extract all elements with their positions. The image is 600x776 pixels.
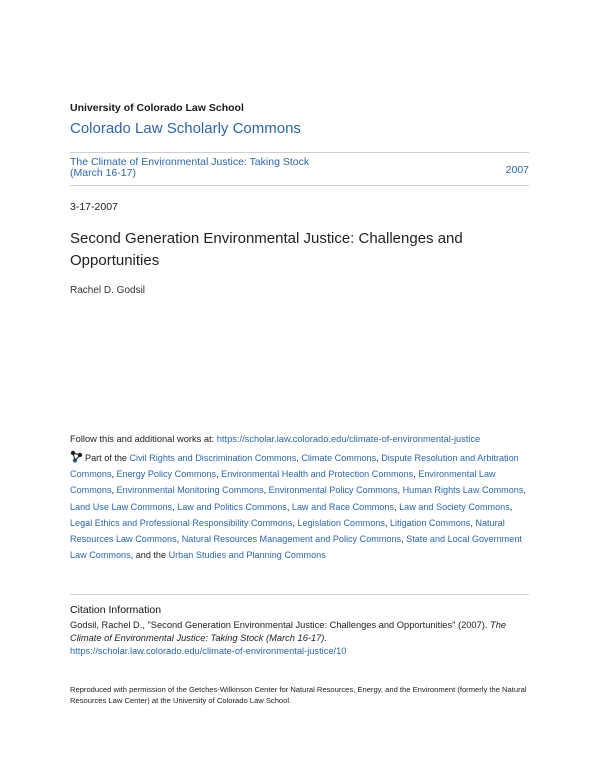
commons-link[interactable]: Natural Resources Law Commons — [70, 517, 505, 545]
commons-separator: , — [292, 517, 298, 528]
commons-link[interactable]: Environmental Health and Protection Commons — [221, 469, 414, 480]
part-of-prefix: Part of the — [85, 453, 130, 463]
commons-link[interactable]: Human Rights Law Commons — [402, 485, 524, 496]
citation-text: Godsil, Rachel D., "Second Generation Environmental Justice: Challenges and Opportunities" (2007). — [70, 620, 491, 630]
commons-link[interactable]: Energy Policy Commons — [116, 469, 217, 480]
repository-link[interactable]: Colorado Law Scholarly Commons — [70, 120, 301, 137]
commons-link[interactable]: Natural Resources Management and Policy Commons — [181, 534, 402, 545]
commons-separator: , — [394, 501, 400, 512]
commons-link[interactable]: Civil Rights and Discrimination Commons — [129, 453, 297, 463]
commons-link[interactable]: Environmental Policy Commons — [268, 485, 398, 496]
commons-link[interactable]: Land Use Law Commons — [70, 501, 173, 512]
commons-separator: , — [413, 469, 419, 480]
commons-link[interactable]: Law and Society Commons — [399, 501, 510, 512]
commons-link[interactable]: Legal Ethics and Professional Responsibility Commons — [70, 517, 293, 528]
follow-text: Follow this and additional works at: — [70, 434, 217, 444]
series-link[interactable]: The Climate of Environmental Justice: Taking Stock (March 16-17) — [70, 156, 310, 179]
commons-separator: , — [176, 534, 182, 545]
commons-separator: , — [384, 517, 390, 528]
commons-list — [70, 453, 526, 560]
part-of-commons — [70, 450, 534, 563]
commons-link[interactable]: Law and Race Commons — [291, 501, 395, 512]
citation-heading: Citation Information — [70, 604, 162, 616]
commons-separator: , — [111, 469, 117, 480]
year-link[interactable]: 2007 — [505, 164, 529, 176]
commons-link[interactable]: Litigation Commons — [389, 517, 471, 528]
commons-link[interactable]: State and Local Government Law Commons — [70, 534, 522, 561]
commons-link[interactable]: Dispute Resolution and Arbitration Commons — [70, 453, 519, 480]
commons-separator: , — [286, 501, 292, 512]
commons-separator: , — [523, 485, 526, 496]
commons-separator: , — [397, 485, 403, 496]
commons-link[interactable]: Environmental Law Commons — [70, 469, 496, 496]
citation-link[interactable]: https://scholar.law.colorado.edu/climate-of-environmental-justice/10 — [70, 646, 347, 656]
commons-separator: , — [376, 453, 382, 463]
network-icon — [70, 450, 83, 463]
divider — [70, 594, 529, 595]
citation-body — [70, 619, 535, 658]
commons-separator: , — [216, 469, 222, 480]
follow-link[interactable]: https://scholar.law.colorado.edu/climate-of-environmental-justice — [216, 434, 481, 444]
commons-separator: , — [470, 517, 476, 528]
commons-separator: , — [172, 501, 178, 512]
commons-link[interactable]: Legislation Commons — [297, 517, 385, 528]
commons-separator: , and the — [130, 550, 169, 561]
commons-link[interactable]: Climate Commons — [301, 453, 377, 463]
divider — [70, 185, 529, 186]
commons-link[interactable]: Environmental Monitoring Commons — [116, 485, 264, 496]
commons-separator: , — [509, 501, 513, 512]
commons-link[interactable]: Law and Politics Commons — [177, 501, 287, 512]
commons-separator: , — [263, 485, 269, 496]
publication-date: 3-17-2007 — [70, 201, 118, 213]
institution-name: University of Colorado Law School — [70, 102, 244, 114]
commons-separator: , — [111, 485, 117, 496]
divider — [70, 152, 529, 153]
paper-title: Second Generation Environmental Justice: Challenges and Opportunities — [70, 230, 463, 269]
follow-line — [70, 434, 480, 444]
commons-separator: , — [401, 534, 407, 545]
commons-link[interactable]: Urban Studies and Planning Commons — [168, 550, 326, 561]
citation-series: The Climate of Environmental Justice: Taking Stock (March 16-17). — [70, 620, 507, 643]
commons-separator: , — [296, 453, 302, 463]
author-name: Rachel D. Godsil — [70, 285, 146, 296]
reproduction-notice: Reproduced with permission of the Getches-Wilkinson Center for Natural Resources, Energy, and the Environment (formerly the Natural Resources Law Center) at the University of Colorado Law School. — [70, 685, 527, 705]
